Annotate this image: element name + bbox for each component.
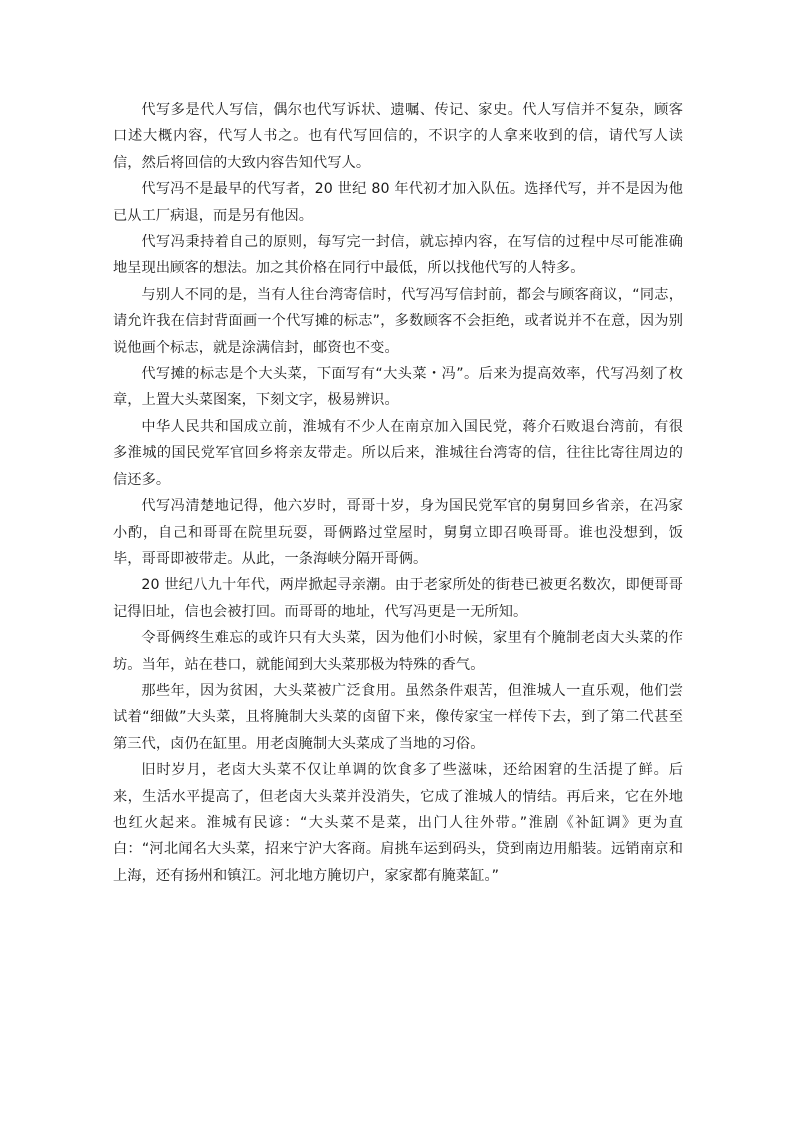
paragraph-9: 令哥俩终生难忘的或许只有大头菜，因为他们小时候，家里有个腌制老卤大头菜的作坊。当年，站在巷口，就能闻到大头菜那极为特殊的香气。	[113, 630, 683, 673]
paragraph-7: 代写冯清楚地记得，他六岁时，哥哥十岁，身为国民党军官的舅舅回乡省亲，在冯家小酌，自己和哥哥在院里玩耍，哥俩路过堂屋时，舅舅立即召唤哥哥。谁也没想到，饭毕，哥哥即被带走。从此，一条海峡分隔开哥俩。	[113, 498, 683, 567]
paragraph-3: 代写冯秉持着自己的原则，每写完一封信，就忘掉内容，在写信的过程中尽可能准确地呈现出顾客的想法。加之其价格在同行中最低，所以找他代写的人特多。	[113, 234, 683, 277]
paragraph-6: 中华人民共和国成立前，淮城有不少人在南京加入国民党，蒋介石败退台湾前，有很多淮城的国民党军官回乡将亲友带走。所以后来，淮城往台湾寄的信，往往比寄往周边的信还多。	[113, 418, 683, 488]
paragraph-2: 代写冯不是最早的代写者，20 世纪 80 年代初才加入队伍。选择代写，并不是因为他已从工厂病退，而是另有他因。	[113, 181, 683, 224]
paragraph-11: 旧时岁月，老卤大头菜不仅让单调的饮食多了些滋味，还给困窘的生活提了鲜。后来，生活水平提高了，但老卤大头菜并没消失，它成了淮城人的情结。再后来，它在外地也红火起来。淮城有民谚：“大头菜不是菜，出门人往外带。”淮剧《补缸调》更为直白：“河北闻名大头菜，招来宁沪大客商。肩挑车运到码头，贷到南边用船装。远销南京和上海，还有扬州和镇江。河北地方腌切户，家家都有腌菜缸。”	[113, 762, 683, 884]
paragraph-10: 那些年，因为贫困，大头菜被广泛食用。虽然条件艰苦，但淮城人一直乐观，他们尝试着“细做”大头菜，且将腌制大头菜的卤留下来，像传家宝一样传下去，到了第二代甚至第三代，卤仍在缸里。用老卤腌制大头菜成了当地的习俗。	[113, 682, 683, 752]
paragraph-4: 与别人不同的是，当有人往台湾寄信时，代写冯写信封前，都会与顾客商议，“同志，请允许我在信封背面画一个代写摊的标志”，多数顾客不会拒绝，或者说并不在意，因为别说他画个标志，就是涂满信封，邮资也不变。	[113, 286, 683, 356]
paragraph-1: 代写多是代人写信，偶尔也代写诉状、遗嘱、传记、家史。代人写信并不复杂，顾客口述大概内容，代写人书之。也有代写回信的，不识字的人拿来收到的信，请代写人读信，然后将回信的大致内容告知代写人。	[113, 102, 683, 171]
document-body	[113, 97, 683, 889]
paragraph-5: 代写摊的标志是个大头菜，下面写有“大头菜・冯”。后来为提高效率，代写冯刻了枚章，上置大头菜图案，下刻文字，极易辨识。	[113, 366, 683, 409]
paragraph-8: 20 世纪八九十年代，两岸掀起寻亲潮。由于老家所处的街巷已被更名数次，即便哥哥记得旧址，信也会被打回。而哥哥的地址，代写冯更是一无所知。	[113, 577, 683, 620]
